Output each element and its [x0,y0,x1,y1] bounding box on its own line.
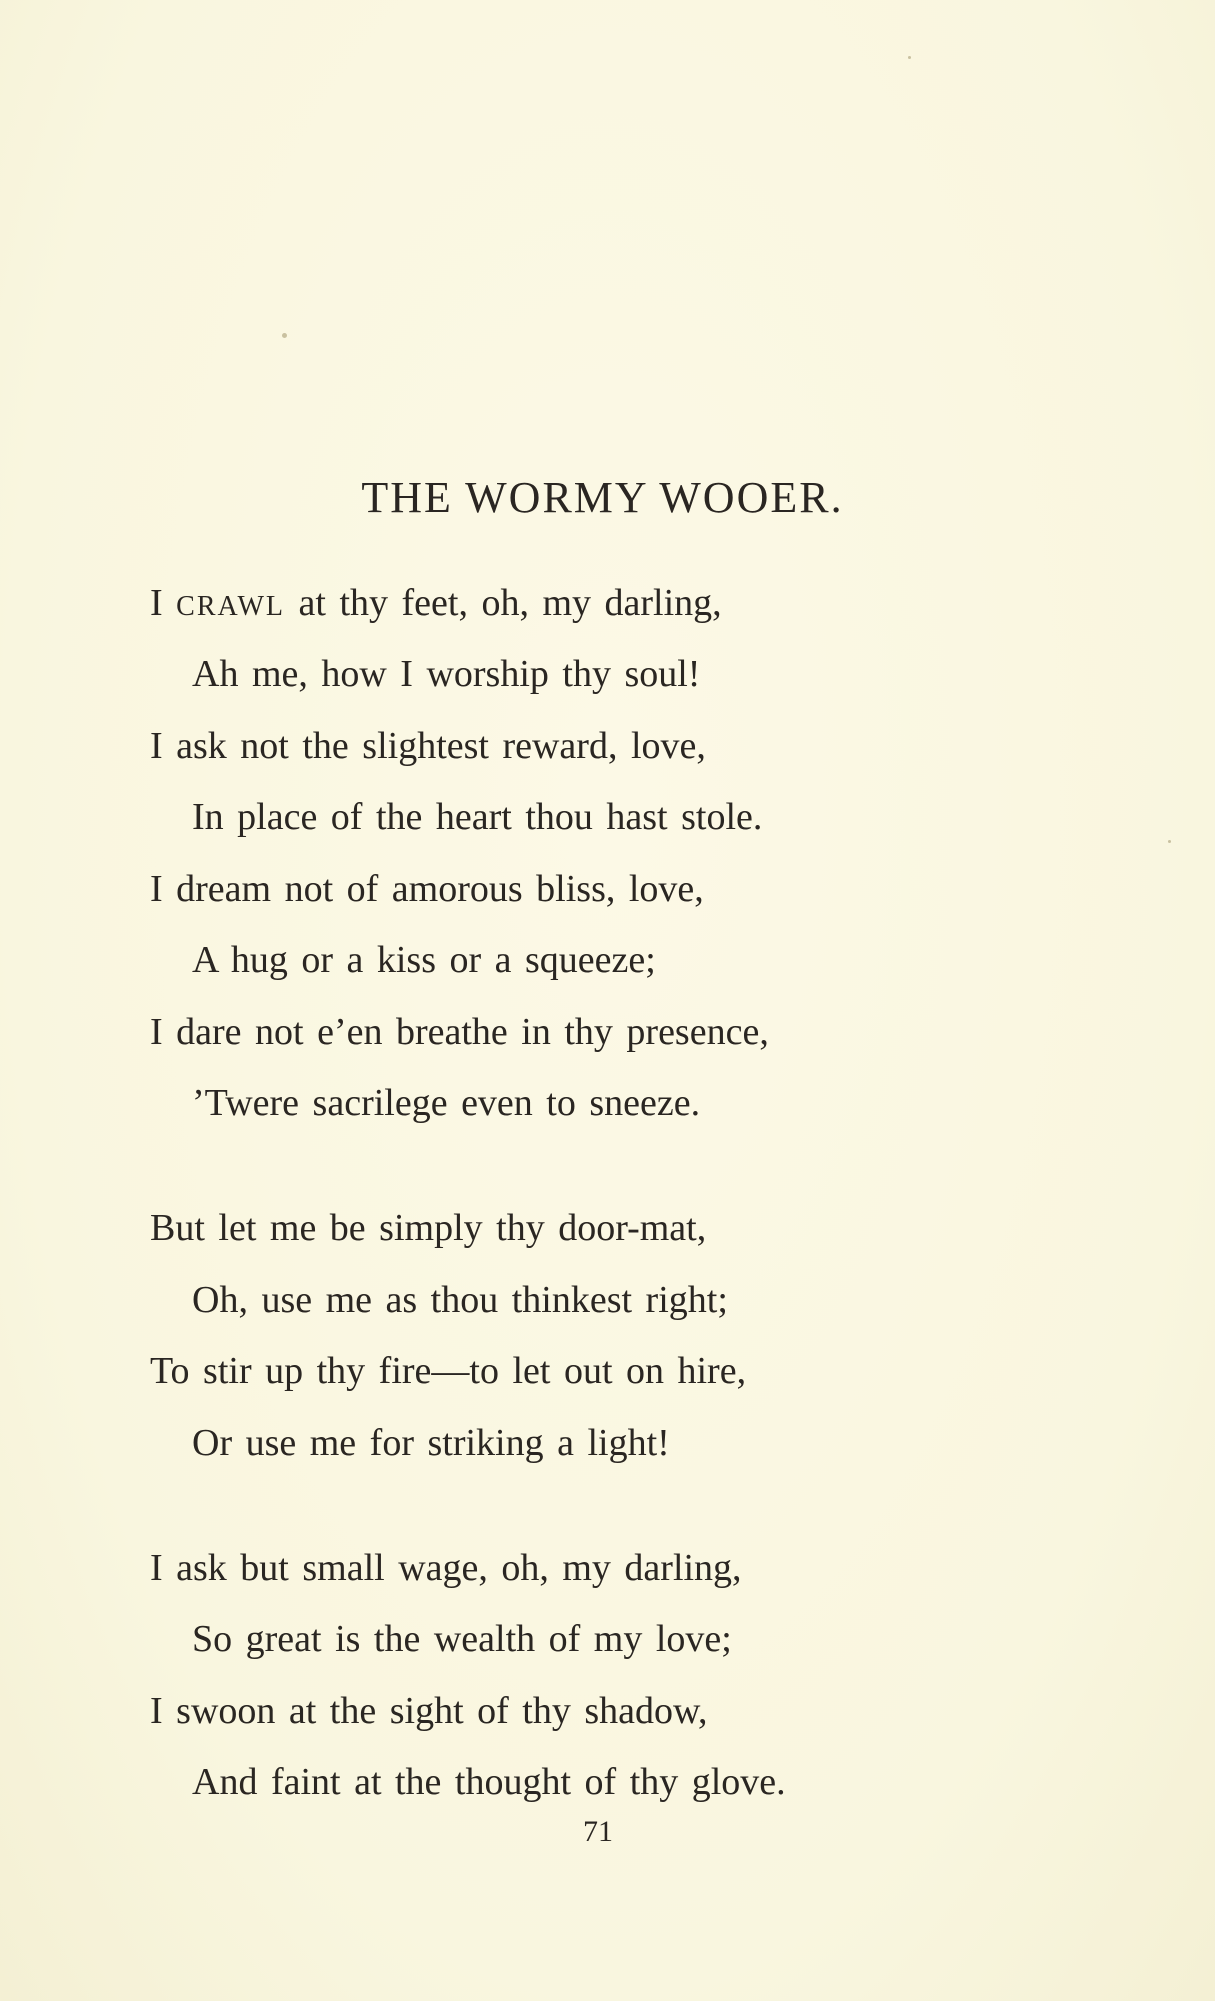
poem-line: To stir up thy fire—to let out on hire, [150,1350,747,1392]
poem-line: I dream not of amorous bliss, love, [150,868,704,910]
poem-line: But let me be simply thy door-mat, [150,1207,707,1249]
poem-line: In place of the heart thou hast stole. [192,796,763,838]
poem-line: ’Twere sacrilege even to sneeze. [192,1082,701,1124]
paper-speck [1168,840,1171,843]
poem-title: THE WORMY WOOER. [361,473,844,522]
poem-line: Or use me for striking a light! [192,1422,670,1464]
poem-line [150,578,722,632]
poem-line: I ask but small wage, oh, my darling, [150,1547,742,1589]
poem-line: Ah me, how I worship thy soul! [192,653,701,695]
poem-line: A hug or a kiss or a squeeze; [192,939,656,981]
poem-first-word-caps: CRAWL [176,591,286,622]
page-number: 71 [583,1815,613,1848]
paper-speck [282,333,287,338]
poem-line: And faint at the thought of thy glove. [192,1761,786,1803]
poem-first-line-rest: at thy feet, oh, my darling, [298,582,722,624]
poem-line: Oh, use me as thou thinkest right; [192,1279,728,1321]
poem-line: I dare not e’en breathe in thy presence, [150,1011,769,1053]
poem-line: I ask not the slightest reward, love, [150,725,706,767]
poem-first-word: I [150,582,163,624]
poem-line: I swoon at the sight of thy shadow, [150,1690,708,1732]
paper-speck [908,56,911,59]
poem-line: So great is the wealth of my love; [192,1618,732,1660]
